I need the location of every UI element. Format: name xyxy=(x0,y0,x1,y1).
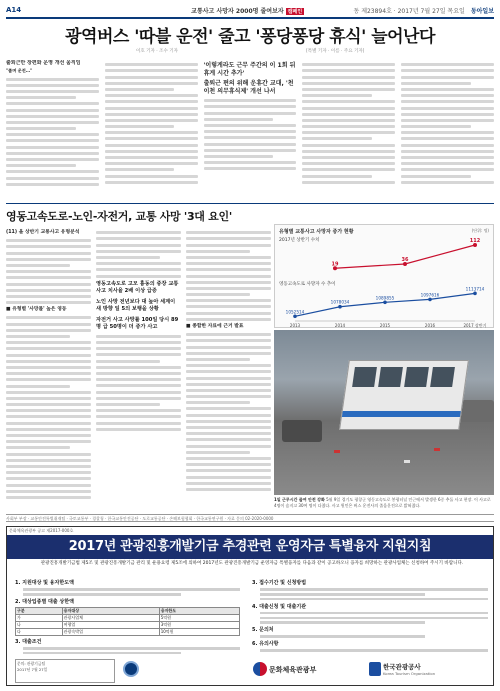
table-cell: 5억원 xyxy=(159,614,239,621)
series-point xyxy=(473,292,477,296)
top-trend-label: 112 xyxy=(469,238,481,244)
table-cell: 나 xyxy=(16,621,63,628)
ad-org-kto-en: Korea Tourism Organization xyxy=(383,671,436,676)
byline-left: 이호 기자 · 조수 기자 xyxy=(136,49,178,54)
chart-subtitle-bottom: 영동고속도로 사망자 수 추이 xyxy=(279,282,336,287)
ad-org-kto xyxy=(383,662,435,676)
story2-col1 xyxy=(6,228,91,512)
x-tick-label: 2017 상반기 xyxy=(463,323,487,328)
story2-quote2: 노인 사망 전년보다 대 높아 세계이 새 방향 일 5의 보행을 상황 xyxy=(96,298,176,313)
byline-right: [특별 기자 · 이름 · 주요 기자] xyxy=(306,49,365,54)
story2-headline: 영동고속도로-노인-자전거, 교통 사망 '3대 요인' xyxy=(6,210,232,223)
story1-quote-col1: "졸며 운전…" xyxy=(6,68,33,74)
table-header: 융자대상 xyxy=(62,607,159,614)
ad-contact-box xyxy=(15,659,115,683)
page-number: A14 xyxy=(6,6,22,14)
story2-sub3: ■ 종합한 자료에 근거 발표 xyxy=(186,324,244,329)
data-label: 1052514 xyxy=(285,309,305,315)
x-tick-label: 2016 xyxy=(424,323,436,328)
table-row xyxy=(16,614,240,621)
story2-quote: 영동고속도로 고모 흉동의 중장 교통사고 치사율 2배 이상 급증 xyxy=(96,280,179,295)
table-header: 구분 xyxy=(16,607,63,614)
table-cell: 다 xyxy=(16,628,63,635)
x-tick-label: 2015 xyxy=(379,323,391,328)
story1-col5 xyxy=(401,60,494,200)
accident-photo xyxy=(274,330,494,495)
series-point xyxy=(383,301,387,305)
series-point xyxy=(338,305,342,309)
government-notice-ad xyxy=(6,526,494,686)
table-row xyxy=(16,621,240,628)
section-title-text: 교통사고 사망자 2000명 줄여보자 xyxy=(191,7,284,15)
series-point xyxy=(293,315,297,319)
ad-item: 2. 대상업종별 대출 상한액 xyxy=(15,598,74,605)
ad-notice-number: 문화체육관광부 공고 제2017-000호 xyxy=(9,528,74,533)
ad-table xyxy=(15,607,240,636)
ad-org-ministry: 문화체육관광부 xyxy=(269,666,317,674)
story1-subhead: 출퇴근만 장편화 운영 개선 움직임 xyxy=(6,60,81,66)
story1-headline: 광역버스 '따블 운전' 줄고 '퐁당퐁당 휴식' 늘어난다 xyxy=(65,27,435,47)
ad-item: 3. 접수기간 및 신청방법 xyxy=(252,580,307,586)
data-label: 1089855 xyxy=(375,295,395,301)
fatality-chart xyxy=(274,224,494,328)
story1-col4 xyxy=(302,60,395,200)
table-cell: 관광숙박업 xyxy=(62,628,159,635)
x-tick-label: 2013 xyxy=(289,323,301,328)
chart-unit: (단위: 명) xyxy=(471,228,489,233)
ad-right-column xyxy=(252,577,488,654)
section-title xyxy=(191,6,304,15)
ad-item: 3. 대출조건 xyxy=(15,638,42,645)
series-point xyxy=(428,298,432,302)
photo-caption-text: 5월 9일 경기도 평창군 영동고속도로 봉평터널 인근에서 발생한 6중 추돌 사고 현장. 이 사고로 4명이 숨지고 30여 명이 다쳤다. 사고 원인은 버스 운전사의 졸음운전으로 밝혀졌다. xyxy=(274,497,491,508)
ad-item: 5. 문의처 xyxy=(252,627,274,634)
top-trend-label: 36 xyxy=(401,257,409,263)
newspaper-brand: 동아일보 xyxy=(470,7,494,15)
table-row xyxy=(16,628,240,635)
table-cell: 관광사업체 xyxy=(62,614,159,621)
government-seal-icon xyxy=(123,661,139,677)
ad-date: 2017년 7월 27일 xyxy=(17,667,48,672)
ad-item: 1. 지원대상 및 융자한도액 xyxy=(15,580,74,586)
data-label: 1097616 xyxy=(420,292,440,298)
story1-col2 xyxy=(105,60,198,200)
table-cell: 가 xyxy=(16,614,63,621)
issue-meta: 동 제23894호 · 2017년 7월 27일 목요일 xyxy=(353,7,465,15)
story1-col1 xyxy=(6,60,99,200)
ad-left-column xyxy=(15,577,240,657)
story1-col3 xyxy=(204,60,297,200)
ad-item: 4. 대출신청 및 대출기관 xyxy=(252,603,307,610)
source-strip: 사회부 부장 · 교통안전특별취재팀 · 국토교통부 · 경찰청 · 한국교통안전공단 · 도로교통공단 · 손해보험협회 · 한국교통연구원 · 자료 문의 02-2020-0000 xyxy=(6,514,494,522)
chart-title: 유형별 교통사고 사망자 증가 현황 xyxy=(279,229,354,235)
page-header xyxy=(6,4,494,16)
photo-caption-lead: 1일 근무시간 줄여 안전 강화 xyxy=(274,497,325,502)
story1-quote-a: '이렇게라도 근무 주간의 이 1회 뒤 휴게 시간 추가' xyxy=(203,62,296,77)
ad-headline: 2017년 관광진흥개발기금 추경관련 운영자금 특별융자 지원지침 xyxy=(7,535,493,559)
kto-logo-icon xyxy=(369,662,381,676)
ad-intro: 관광진흥개발기금법 제5조 및 관광진흥개발기금 관리 및 운용요령 제5조에 의하여 2017년도 관광진흥개발기금 운영자금 특별융자를 다음과 같이 공고하오니 융자를 희망하는 관광사업체는 신청하여 주시기 바랍니다. xyxy=(40,561,464,566)
story1-quote-b: 출퇴근 편의 위해 운휴간 교대, '천이천 의무휴식제' 개선 나서 xyxy=(203,80,294,95)
ad-item: 6. 유의사항 xyxy=(252,641,279,648)
story1-columns xyxy=(6,60,494,200)
photo-bus xyxy=(339,360,469,430)
table-cell: 여행업 xyxy=(62,621,159,628)
data-label: 1113714 xyxy=(465,286,485,292)
top-trend-label: 19 xyxy=(331,261,339,268)
chart-subtitle-top: 2017년 상반기 수치 xyxy=(279,238,320,243)
ministry-logo-icon xyxy=(253,662,267,676)
story2-sub2: ■ 유형별 '사망률' 높은 영동 xyxy=(6,307,67,313)
campaign-badge: 캠페인 xyxy=(287,8,303,15)
ad-org-kto-name: 한국관광공사 xyxy=(383,663,421,671)
table-cell: 3억원 xyxy=(159,621,239,628)
photo-caption xyxy=(274,497,494,508)
story-divider xyxy=(6,203,494,204)
story2-sub1: (11) 올 상반기 교통사고 유형분석 xyxy=(6,230,80,235)
story2-col2 xyxy=(96,228,181,512)
story2-col3 xyxy=(186,228,271,512)
ad-note: 문의: 관광기금팀 xyxy=(17,661,46,666)
table-cell: 10억원 xyxy=(159,628,239,635)
photo-car xyxy=(282,420,322,442)
story2-quote3: 자전거 사고 사망률 100일 당시 89명 급 50명이 더 증가 사고 xyxy=(96,316,179,331)
x-tick-label: 2014 xyxy=(334,323,346,328)
table-header: 융자한도 xyxy=(159,607,239,614)
header-rule xyxy=(6,17,494,19)
data-label: 1078034 xyxy=(330,299,350,305)
